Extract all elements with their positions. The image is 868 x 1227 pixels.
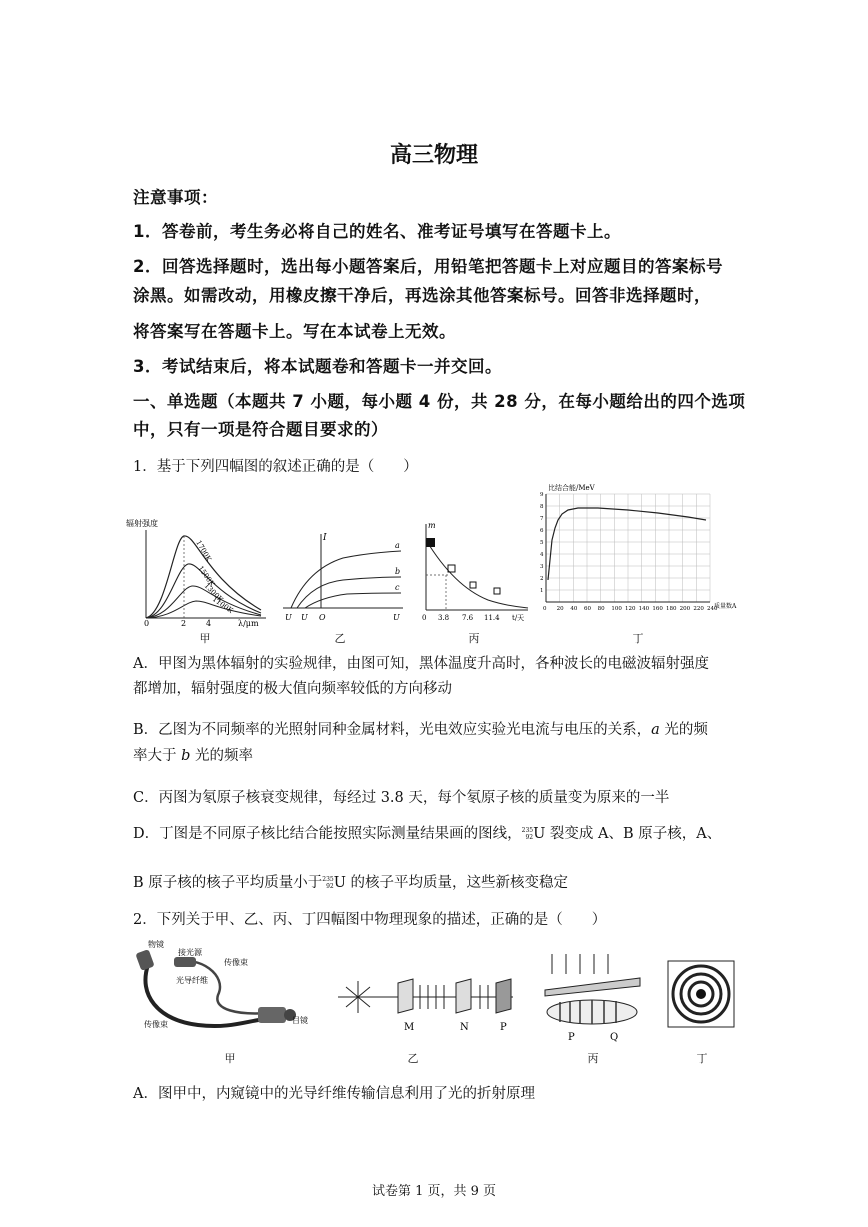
svg-text:传像束: 传像束 [224, 958, 248, 967]
q2-fig-label-yi: 乙 [407, 1052, 419, 1065]
svg-text:物镜: 物镜 [148, 940, 164, 949]
svg-text:m: m [428, 521, 436, 530]
x-tick-label: 40 [570, 606, 578, 612]
svg-text:光导纤维: 光导纤维 [176, 976, 208, 985]
q1-option-b-line-1: B．乙图为不同频率的光照射同种金属材料，光电效应实验光电流与电压的关系，a 光的频 [133, 722, 708, 738]
q1-option-b-line-2: 率大于 b 光的频率 [133, 748, 254, 764]
q2-fig-label-bing: 丙 [587, 1052, 599, 1065]
section-heading-line-1: 一、单选题（本题共 7 小题，每小题 4 份，共 28 分，在每小题给出的四个选项 [133, 392, 746, 411]
y-tick-label: 3 [540, 564, 544, 570]
svg-text:U: U [301, 613, 308, 622]
svg-text:U: U [393, 613, 400, 622]
notice-item-2-line-2: 涂黑。如需改动，用橡皮擦干净后，再选涂其他答案标号。回答非选择题时， [133, 286, 711, 305]
svg-text:Q: Q [610, 1032, 619, 1043]
page-footer: 试卷第 1 页，共 9 页 [371, 1184, 497, 1199]
x-tick-label: 180 [666, 606, 677, 612]
y-tick-label: 8 [540, 504, 544, 510]
svg-text:2: 2 [181, 619, 187, 628]
svg-text:0: 0 [144, 619, 150, 628]
y-tick-label: 2 [540, 576, 544, 582]
notice-item-1: 1．答卷前，考生务必将自己的姓名、准考证号填写在答题卡上。 [133, 222, 621, 241]
notice-item-3: 3．考试结束后，将本试题卷和答题卡一并交回。 [133, 357, 502, 376]
y-tick-label: 1 [540, 588, 544, 594]
svg-text:质量数A: 质量数A [714, 603, 737, 610]
svg-text:a: a [395, 541, 400, 550]
svg-text:c: c [395, 583, 400, 592]
svg-text:11.4: 11.4 [484, 614, 500, 622]
svg-text:目镜: 目镜 [292, 1016, 308, 1025]
svg-text:P: P [500, 1022, 507, 1033]
y-tick-label: 4 [540, 552, 544, 558]
svg-text:1100K: 1100K [210, 595, 235, 615]
svg-text:1500K: 1500K [196, 564, 217, 589]
notice-heading: 注意事项： [133, 188, 218, 207]
q1-fig-label-ding: 丁 [632, 632, 644, 645]
y-tick-label: 5 [540, 540, 544, 546]
q1-option-a-line-1: A．甲图为黑体辐射的实验规律，由图可知，黑体温度升高时，各种波长的电磁波辐射强度 [133, 656, 709, 672]
q2-stem: 2．下列关于甲、乙、丙、丁四幅图中物理现象的描述，正确的是（ ） [133, 912, 607, 928]
q1-fig-label-bing: 丙 [468, 632, 480, 645]
svg-text:比结合能/MeV: 比结合能/MeV [548, 484, 595, 492]
svg-text:λ/μm: λ/μm [238, 619, 259, 628]
q2-option-a: A．图甲中，内窥镜中的光导纤维传输信息利用了光的折射原理 [133, 1086, 535, 1102]
q2-fig-wedge [540, 952, 645, 1047]
q1-option-d-line-1: D．丁图是不同原子核比结合能按照实际测量结果画的图线，235 92U 裂变成 A、B 原子核，A、 [133, 826, 722, 842]
svg-text:1300K: 1300K [202, 581, 225, 604]
q1-fig-photoelectric [283, 530, 408, 625]
svg-text:U: U [285, 613, 292, 622]
svg-text:7.6: 7.6 [462, 614, 474, 622]
q2-fig-polarizers [338, 975, 518, 1037]
svg-text:O: O [319, 613, 326, 622]
q2-fig-rings [667, 960, 737, 1030]
q2-fig-label-jia: 甲 [224, 1052, 236, 1065]
q1-fig-decay [418, 520, 533, 625]
x-tick-label: 200 [679, 606, 691, 612]
x-tick-label: 20 [556, 606, 564, 612]
x-tick-label: 140 [638, 606, 650, 612]
svg-text:P: P [568, 1032, 575, 1043]
q1-fig-blackbody [126, 518, 271, 628]
x-tick-label: 60 [584, 606, 591, 612]
q2-fig-endoscope [128, 935, 323, 1040]
section-heading-line-2: 中，只有一项是符合题目要求的） [133, 420, 388, 439]
q1-option-a-line-2: 都增加，辐射强度的极大值向频率较低的方向移动 [133, 681, 452, 697]
page-title: 高三物理 [389, 143, 478, 168]
y-tick-label: 6 [540, 528, 544, 534]
q1-option-d-line-2: B 原子核的核子平均质量小于235 92U 的核子平均质量，这些新核变稳定 [133, 875, 569, 891]
svg-text:b: b [395, 567, 401, 576]
svg-text:接光源: 接光源 [178, 948, 202, 957]
x-tick-label: 220 [693, 606, 704, 612]
x-tick-label: 80 [597, 606, 605, 612]
y-tick-label: 9 [540, 492, 544, 498]
q1-stem: 1．基于下列四幅图的叙述正确的是（ ） [133, 459, 418, 475]
svg-text:M: M [404, 1022, 415, 1033]
notice-item-2-line-1: 2．回答选择题时，选出每小题答案后，用铅笔把答题卡上对应题目的答案标号 [133, 257, 723, 276]
q1-fig-label-yi: 乙 [334, 632, 346, 645]
x-tick-label: 120 [625, 606, 636, 612]
x-tick-label: 160 [652, 606, 663, 612]
svg-text:3.8: 3.8 [438, 614, 450, 622]
svg-text:t/天: t/天 [512, 614, 525, 622]
svg-text:I: I [323, 533, 327, 543]
x-tick-label: 100 [611, 606, 622, 612]
svg-text:传像束: 传像束 [144, 1020, 168, 1029]
fig1-ylabel: 辐射强度 [126, 519, 158, 528]
x-tick-label: 240 [707, 606, 718, 612]
y-tick-label: 7 [540, 516, 544, 522]
svg-text:0: 0 [422, 614, 427, 622]
x-tick-label: 0 [543, 606, 547, 612]
q1-fig-label-jia: 甲 [199, 632, 211, 645]
svg-text:N: N [460, 1022, 469, 1033]
q1-fig-binding-energy [538, 480, 768, 615]
notice-item-2-line-3: 将答案写在答题卡上。写在本试卷上无效。 [133, 322, 456, 341]
q2-fig-label-ding: 丁 [696, 1052, 708, 1065]
svg-text:4: 4 [206, 619, 212, 628]
svg-text:1700K: 1700K [194, 539, 213, 563]
q1-option-c: C．丙图为氡原子核衰变规律，每经过 3.8 天，每个氡原子核的质量变为原来的一半 [133, 790, 670, 806]
